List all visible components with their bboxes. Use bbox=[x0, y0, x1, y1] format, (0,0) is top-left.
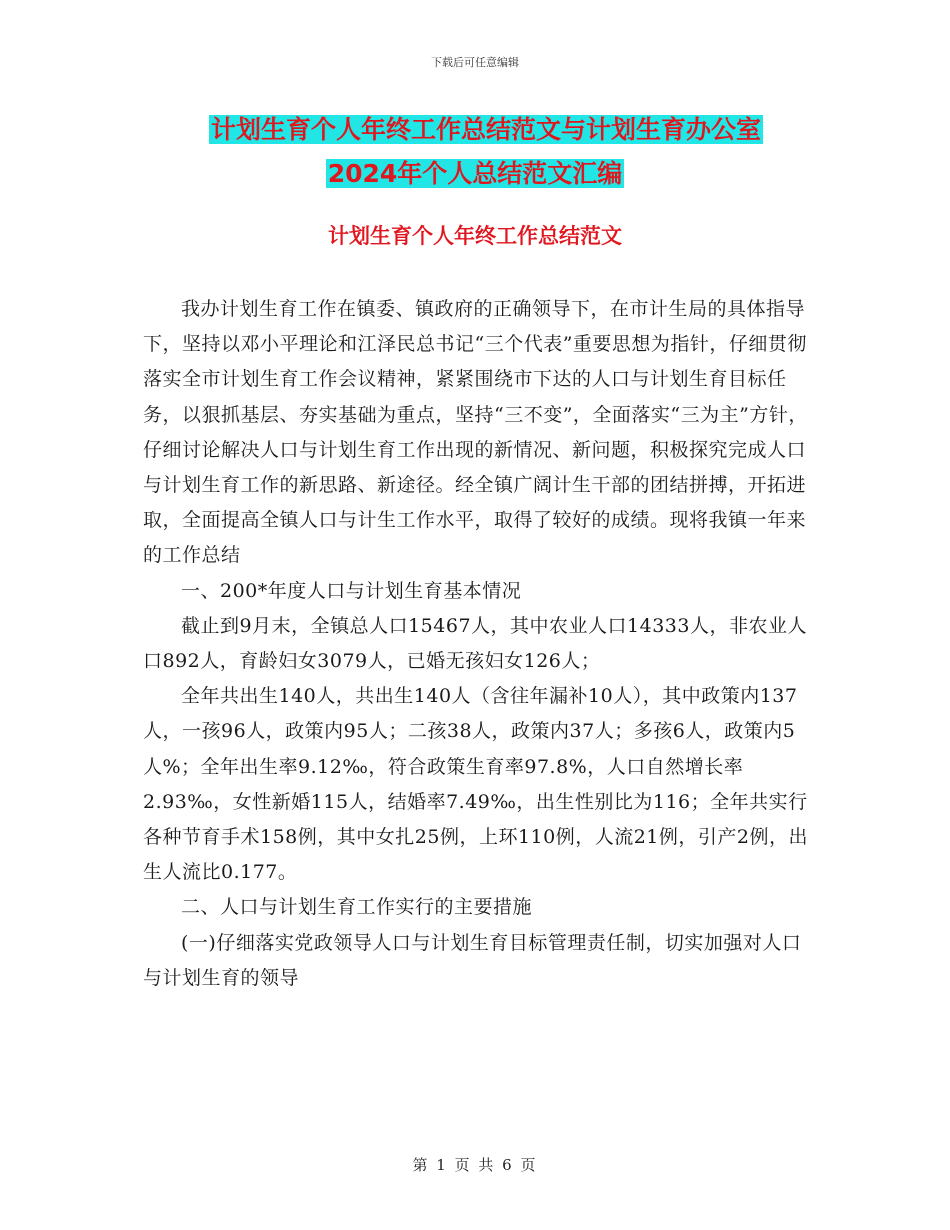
header-note: 下载后可任意编辑 bbox=[431, 56, 519, 69]
document-title-line-1 bbox=[0, 112, 950, 148]
paragraph-heading-2: 二、人口与计划生育工作实行的主要措施 bbox=[181, 896, 533, 919]
document-title-text-2: 2024年个人总结范文汇编 bbox=[327, 159, 623, 188]
paragraph-measure-1: (一)仔细落实党政领导人口与计划生育目标管理责任制，切实加强对人口与计划生育的领导 bbox=[143, 931, 802, 989]
document-body bbox=[143, 292, 813, 996]
document-title-text-1: 计划生育个人年终工作总结范文与计划生育办公室 bbox=[210, 115, 761, 144]
paragraph-intro: 我办计划生育工作在镇委、镇政府的正确领导下，在市计生局的具体指导下，坚持以邓小平理论和江泽民总书记“三个代表”重要思想为指针，仔细贯彻落实全市计划生育工作会议精神，紧紧围绕市下达的人口与计划生育目标任务，以狠抓基层、夯实基础为重点，坚持“三不变”，全面落实“三为主”方针，仔细讨论解决人口与计划生育工作出现的新情况、新问题，积极探究完成人口与计划生育工作的新思路、新途径。经全镇广阔计生干部的团结拼搏，开拓进取，全面提高全镇人口与计生工作水平，取得了较好的成绩。现将我镇一年来的工作总结 bbox=[143, 298, 808, 567]
paragraph-population: 截止到9月末，全镇总人口15467人，其中农业人口14333人，非农业人口892人，育龄妇女3079人，已婚无孩妇女126人； bbox=[143, 614, 807, 673]
paragraph-births: 全年共出生140人，共出生140人（含往年漏补10人），其中政策内137人，一孩96人，政策内95人；二孩38人，政策内37人；多孩6人，政策内5人%；全年出生率9.12‰，符合政策生育率97.8%，人口自然增长率2.93‰，女性新婚115人，结婚率7.49‰，出生性别比为116；全年共实行各种节育手术158例，其中女扎25例，上环110例，人流21例，引产2例，出生人流比0.177。 bbox=[143, 685, 808, 884]
document-title-line-2 bbox=[0, 156, 950, 192]
page-footer: 第 1 页 共 6 页 bbox=[412, 1156, 538, 1174]
paragraph-heading-1: 一、200*年度人口与计划生育基本情况 bbox=[181, 579, 522, 602]
section-title: 计划生育个人年终工作总结范文 bbox=[328, 224, 622, 248]
